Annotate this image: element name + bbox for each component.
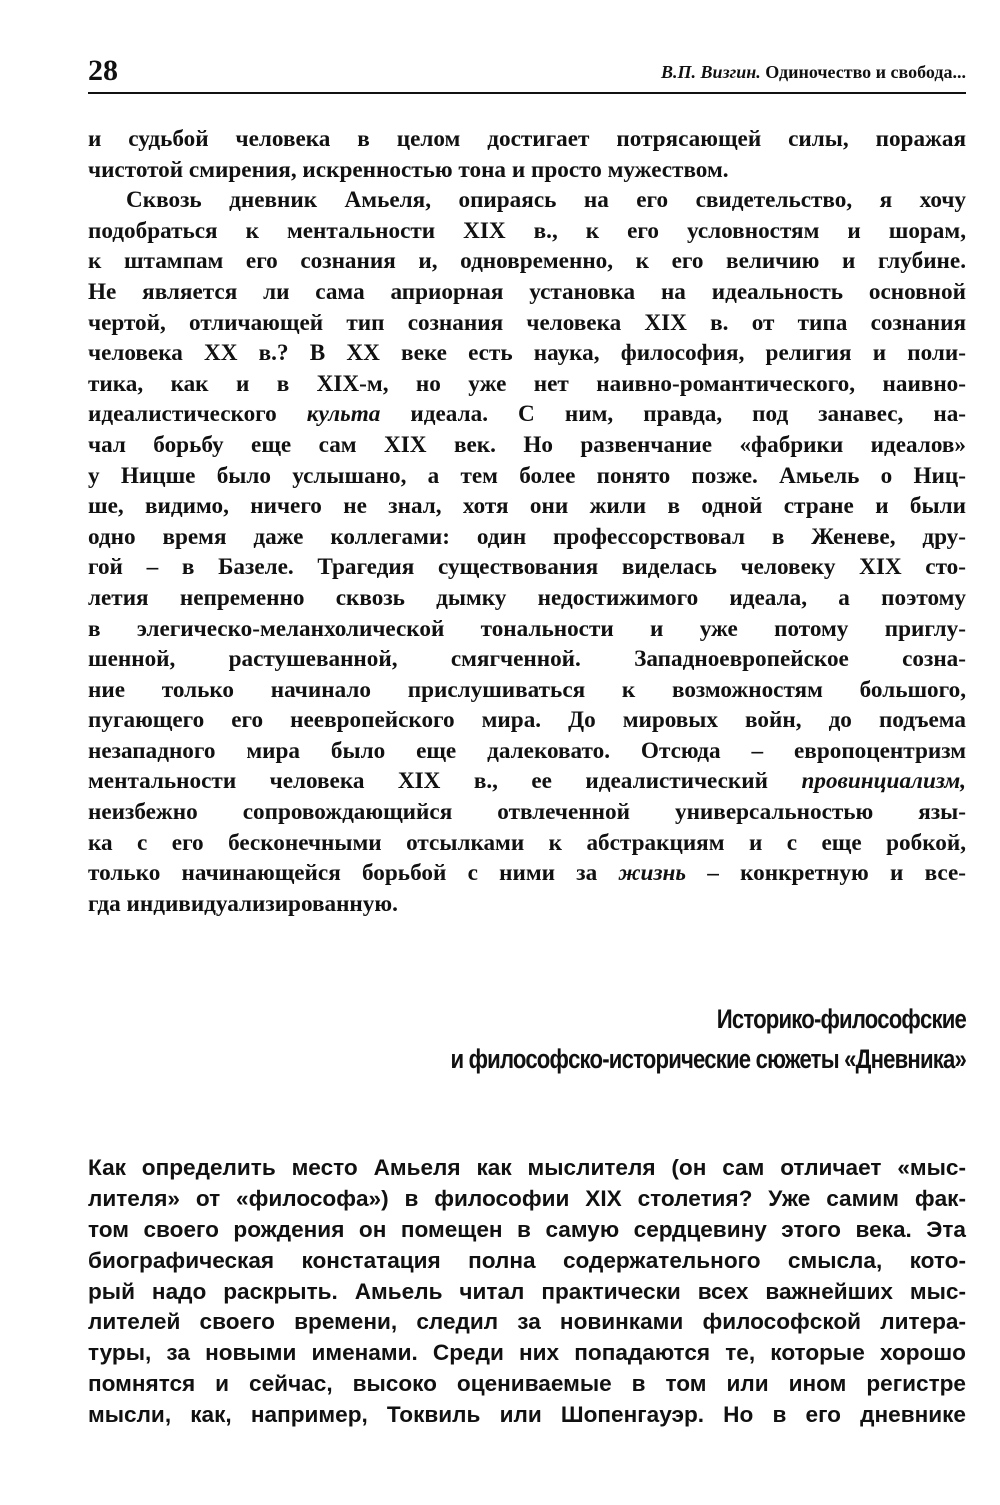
text-line: Не является ли сама априорная установка на идеальность основной bbox=[88, 278, 966, 305]
text-line: Сквозь дневник Амьеля, опираясь на его свидетельство, я хочу bbox=[126, 187, 966, 214]
text-line: гой – в Базеле. Трагедия существования виделась человеку XIX сто- bbox=[88, 554, 966, 581]
text-fragment: ментальности человека XIX в., ее идеалистический bbox=[88, 768, 769, 795]
text-line: к штампам его сознания и, одновременно, к его величию и глубине. bbox=[88, 248, 966, 275]
emphasis-zhizn: жизнь bbox=[618, 860, 686, 887]
text-line: пугающего его неевропейского мира. До мировых войн, до подъема bbox=[88, 707, 966, 734]
book-page bbox=[88, 48, 966, 1431]
text-fragment: – конкретную и все- bbox=[707, 860, 967, 887]
text-line: рый надо раскрыть. Амьель читал практически всех важнейших мыс- bbox=[88, 1278, 966, 1304]
text-line: том своего рождения он помещен в самую сердцевину этого века. Эта bbox=[88, 1217, 966, 1243]
text-line: летия непременно сквозь дымку недостижимого идеала, а поэтому bbox=[88, 584, 966, 611]
text-line: незападного мира было еще далековато. Отсюда – европоцентризм bbox=[88, 737, 966, 764]
text-fragment: идеалистического bbox=[88, 401, 277, 428]
emphasis-provincialism: провинциализм, bbox=[801, 768, 966, 795]
text-line: мысли, как, например, Токвиль или Шопенгауэр. Но в его дневнике bbox=[88, 1401, 966, 1427]
text-line: помнятся и сейчас, высоко оцениваемые в том или ином регистре bbox=[88, 1371, 966, 1397]
text-line-mixed bbox=[88, 858, 966, 889]
section-paragraph bbox=[88, 1153, 966, 1430]
text-line: ние только начинало прислушиваться к возможностям большого, bbox=[88, 676, 966, 703]
text-line: ше, видимо, ничего не знал, хотя они жили в одной стране и были bbox=[88, 493, 966, 520]
text-line: ка с его бесконечными отсылками к абстракциям и с еще робкой, bbox=[88, 829, 966, 856]
section-heading-line: Историко-философские bbox=[716, 1004, 966, 1035]
emphasis-kulta: культа bbox=[306, 401, 381, 428]
section-heading-line: и философско-исторические сюжеты «Дневника» bbox=[450, 1044, 967, 1075]
paragraph-amiel-mentality bbox=[88, 185, 966, 919]
text-line: Как определить место Амьеля как мыслителя (он сам отличает «мыс- bbox=[88, 1155, 966, 1181]
page-number: 28 bbox=[88, 54, 118, 87]
text-line: тика, как и в XIX-м, но уже нет наивно-романтического, наивно- bbox=[88, 370, 966, 397]
running-title-author: В.П. Визгин. bbox=[661, 62, 761, 82]
text-fragment: только начинающейся борьбой с ними за bbox=[88, 860, 598, 887]
text-line: одно время даже коллегами: один профессорствовал в Женеве, дру- bbox=[88, 523, 966, 550]
text-fragment: идеала. С ним, правда, под занавес, на- bbox=[410, 401, 967, 428]
section-heading bbox=[246, 999, 966, 1079]
text-line-mixed bbox=[88, 399, 966, 430]
text-line: человека XX в.? В XX веке есть наука, философия, религия и поли- bbox=[88, 340, 966, 367]
text-line-mixed bbox=[88, 766, 966, 797]
running-head bbox=[88, 48, 966, 94]
text-line: гда индивидуализированную. bbox=[88, 890, 398, 917]
text-line: шенной, растушеванной, смягченной. Западноевропейское созна- bbox=[88, 646, 966, 673]
text-line: туры, за новыми именами. Среди них попадаются те, которые хорошо bbox=[88, 1340, 966, 1366]
text-line: лителя» от «философа») в философии XIX столетия? Уже самим фак- bbox=[88, 1186, 966, 1212]
text-line: биографическая констатация полна содержательного смысла, кото- bbox=[88, 1247, 966, 1273]
text-line: и судьбой человека в целом достигает потрясающей силы, поражая bbox=[88, 126, 966, 152]
text-line: у Ницше было услышано, а тем более понято позже. Амьель о Ниц- bbox=[88, 462, 966, 489]
paragraph-continuation bbox=[88, 124, 966, 185]
text-line: чертой, отличающей тип сознания человека XIX в. от типа сознания bbox=[88, 309, 966, 336]
text-line: чистотой смирения, искренностью тона и просто мужеством. bbox=[88, 156, 729, 183]
text-line: подобраться к ментальности XIX в., к его условностям и шорам, bbox=[88, 217, 966, 244]
text-line: неизбежно сопровождающийся отвлеченной универсальностью язы- bbox=[88, 799, 966, 826]
running-title-book: Одиночество и свобода... bbox=[765, 62, 966, 82]
text-line: лителей своего времени, следил за новинками философской литера- bbox=[88, 1309, 966, 1335]
text-line: в элегическо-меланхолической тональности и уже потому приглу- bbox=[88, 615, 966, 642]
text-line: чал борьбу еще сам XIX век. Но развенчание «фабрики идеалов» bbox=[88, 431, 966, 458]
running-title bbox=[661, 62, 966, 83]
